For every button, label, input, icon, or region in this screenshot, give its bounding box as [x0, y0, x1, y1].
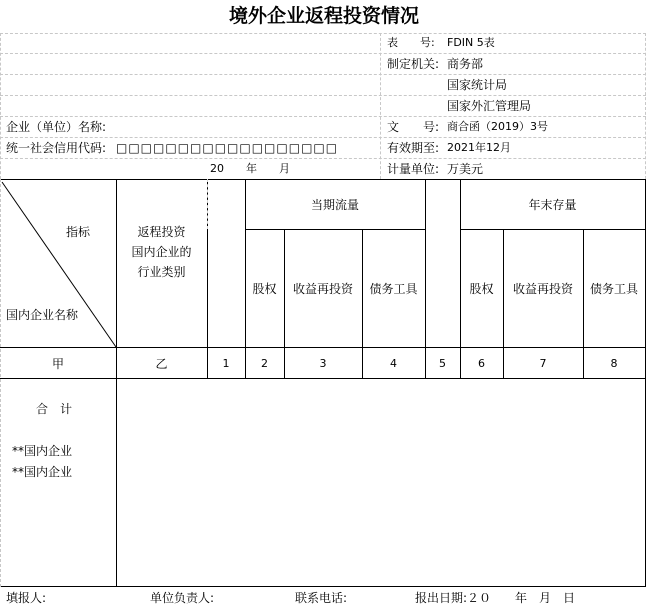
valid-until-value: 2021年12月: [447, 141, 511, 154]
grid-line: [0, 158, 646, 159]
authority-1: 商务部: [447, 57, 484, 71]
col-flow-debt: 债务工具: [369, 282, 418, 296]
index-cell: 6: [478, 356, 485, 370]
industry-header-line3: 行业类别: [137, 265, 186, 279]
index-cell: 8: [610, 356, 618, 370]
page-title: 境外企业返程投资情况: [228, 5, 419, 27]
index-cell: 1: [222, 356, 230, 370]
col-stock-debt: 债务工具: [589, 282, 638, 296]
form-no-label: 表 号:: [387, 36, 435, 49]
total-label: 合 计: [36, 402, 73, 416]
index-cell: 7: [539, 356, 547, 370]
table-border: [0, 378, 645, 379]
diag-indicator-label: 指标: [66, 225, 91, 239]
col-stock-reinvest: 收益再投资: [512, 282, 573, 296]
index-cell: 3: [319, 356, 327, 370]
footer-head: 单位负责人:: [150, 591, 215, 605]
group-flow-header: 当期流量: [310, 198, 359, 212]
grid-line: [0, 74, 646, 75]
table-row-company-1: **国内企业: [12, 444, 73, 458]
unit-label: 计量单位:: [387, 162, 440, 176]
col-flow-equity: 股权: [252, 282, 277, 296]
industry-header-line1: 返程投资: [137, 225, 186, 239]
report-period: 20 年 月: [210, 162, 290, 175]
authority-label: 制定机关:: [387, 57, 440, 71]
index-cell: 2: [261, 356, 268, 370]
unit-value: 万美元: [447, 162, 484, 176]
credit-code-boxes: □□□□□□□□□□□□□□□□□□: [116, 141, 339, 155]
index-cell: 4: [390, 356, 397, 370]
group-stock-header: 年末存量: [528, 198, 577, 212]
grid-line: [0, 33, 646, 34]
doc-no-label: 文 号:: [387, 120, 440, 134]
col-stock-equity: 股权: [469, 282, 494, 296]
credit-code-label: 统一社会信用代码:: [6, 141, 107, 155]
grid-line: [207, 179, 208, 229]
authority-3: 国家外汇管理局: [447, 99, 532, 113]
index-cell: 乙: [155, 356, 168, 371]
footer-date: 报出日期:２０ 年 月 日: [415, 591, 576, 605]
footer-filler: 填报人:: [6, 591, 47, 605]
index-cell: 5: [439, 356, 446, 370]
grid-line: [0, 33, 1, 179]
doc-no-value: 商合函（2019）3号: [447, 120, 548, 133]
authority-2: 国家统计局: [447, 78, 508, 92]
grid-line: [0, 95, 646, 96]
industry-header-line2: 国内企业的: [131, 245, 192, 259]
valid-until-label: 有效期至:: [387, 141, 440, 155]
grid-line: [645, 33, 646, 179]
diag-company-label: 国内企业名称: [6, 308, 79, 322]
form-no-value: FDIN 5表: [447, 36, 495, 49]
table-row-company-2: **国内企业: [12, 465, 73, 479]
footer-phone: 联系电话:: [295, 591, 348, 605]
table-border: [0, 586, 645, 587]
index-cell: 甲: [51, 356, 64, 371]
table-border: [645, 179, 646, 587]
col-flow-reinvest: 收益再投资: [292, 282, 353, 296]
grid-line: [0, 53, 646, 54]
company-name-label: 企业（单位）名称:: [6, 120, 107, 134]
grid-line: [380, 33, 381, 179]
